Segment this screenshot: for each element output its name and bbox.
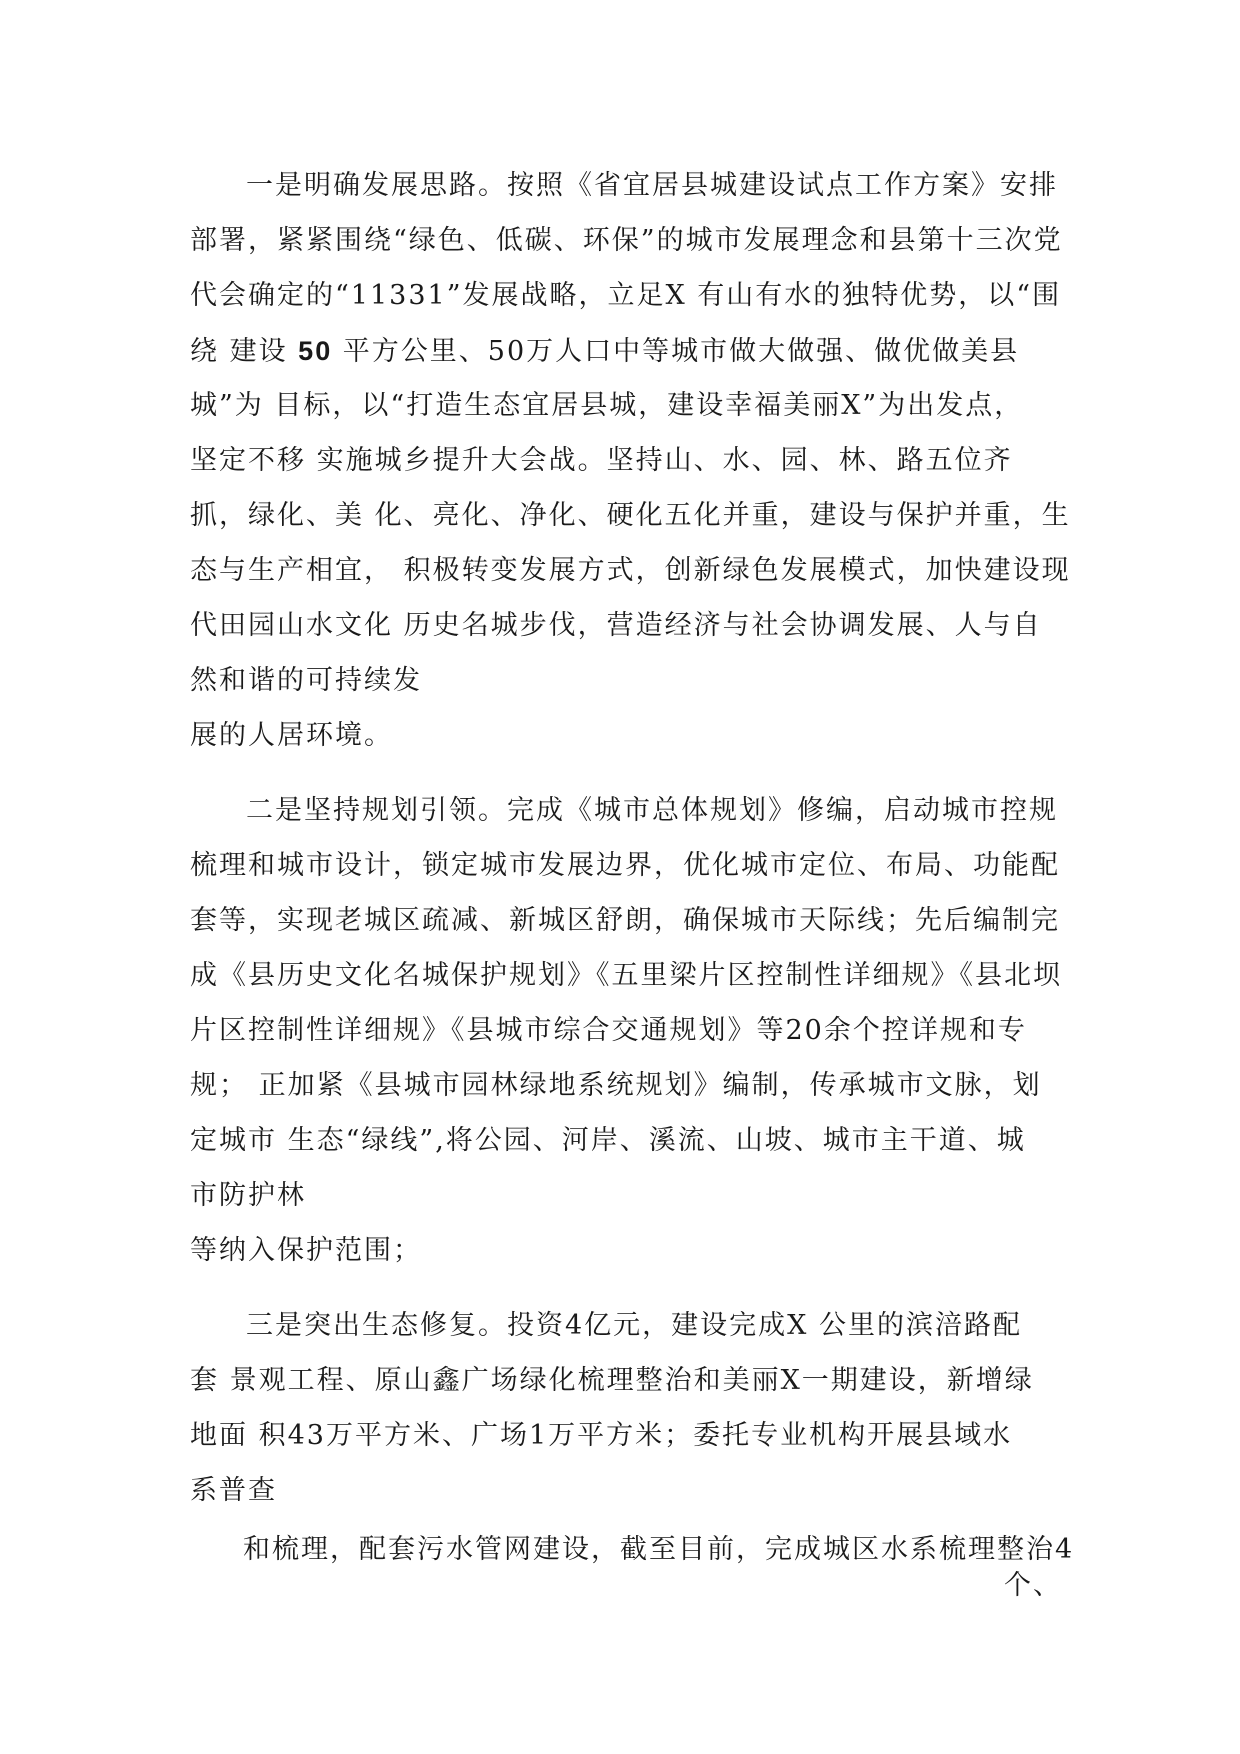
para3-line1: 三是突出生态修复。投资4亿元，建设完成X 公里的滨涪路配 [246, 1310, 1022, 1341]
para1-line8: 态与生产相宜， 积极转变发展方式，创新绿色发展模式，加快建设现 [190, 555, 1071, 586]
para1-line4 [190, 333, 1019, 370]
para2-line5: 片区控制性详细规》《县城市综合交通规划》等20余个控详规和专 [190, 1015, 1027, 1046]
para1-line11: 展的人居环境。 [190, 720, 393, 751]
para1-line2: 部署，紧紧围绕“绿色、低碳、环保”的城市发展理念和县第十三次党 [190, 225, 1063, 256]
para2-line1: 二是坚持规划引领。完成《城市总体规划》修编，启动城市控规 [246, 795, 1058, 826]
para3-line5: 和梳理，配套污水管网建设，截至目前，完成城区水系梳理整治4 [243, 1534, 1075, 1565]
para2-line6: 规； 正加紧《县城市园林绿地系统规划》编制，传承城市文脉，划 [190, 1070, 1042, 1101]
para2-line8: 市防护林 [190, 1180, 306, 1211]
para1-line10: 然和谐的可持续发 [190, 665, 422, 696]
para1-line4-c: 平方公里、50万人口中等城市做大做强、做优做美县 [332, 336, 1020, 367]
para2-line4: 成《县历史文化名城保护规划》《五里梁片区控制性详细规》《县北坝 [190, 960, 1062, 991]
para3-line2: 套 景观工程、原山鑫广场绿化梳理整治和美丽X一期建设，新增绿 [190, 1365, 1034, 1396]
para3-line6: 个、 [1004, 1570, 1062, 1601]
para1-line7: 抓，绿化、美 化、亮化、净化、硬化五化并重，建设与保护并重，生 [190, 500, 1071, 531]
para3-line4: 系普查 [190, 1475, 277, 1506]
para2-line9: 等纳入保护范围； [190, 1235, 422, 1266]
para1-line9: 代田园山水文化 历史名城步伐，营造经济与社会协调发展、人与自 [190, 610, 1042, 641]
para1-line1: 一是明确发展思路。按照《省宜居县城建设试点工作方案》安排 [246, 170, 1058, 201]
para2-line2: 梳理和城市设计，锁定城市发展边界，优化城市定位、布局、功能配 [190, 850, 1060, 881]
para2-line7: 定城市 生态“绿线”,将公园、河岸、溪流、山坡、城市主干道、城 [190, 1125, 1026, 1156]
para1-line5: 城”为 目标，以“打造生态宜居县城，建设幸福美丽X”为出发点， [190, 390, 1024, 421]
para3-line3: 地面 积43万平方米、广场1万平方米；委托专业机构开展县域水 [190, 1420, 1013, 1451]
para1-line3: 代会确定的“11331”发展战略，立足X 有山有水的独特优势，以“围 [190, 280, 1062, 311]
para2-line3: 套等，实现老城区疏减、新城区舒朗，确保城市天际线；先后编制完 [190, 905, 1060, 936]
para1-line4-number: 50 [298, 336, 333, 366]
para1-line6: 坚定不移 实施城乡提升大会战。坚持山、水、园、林、路五位齐 [190, 445, 1013, 476]
para1-line4-a: 绕 建设 [190, 336, 299, 367]
